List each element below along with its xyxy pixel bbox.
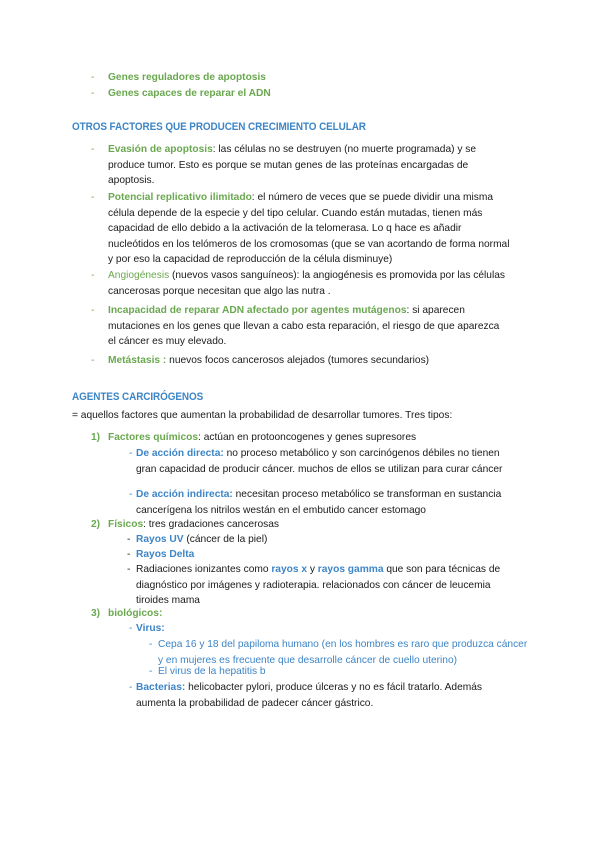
subtype-term: Bacterias: — [136, 682, 186, 693]
subtype-term: Virus: — [136, 623, 165, 634]
list-number: 2) — [91, 519, 101, 530]
factor-text: (nuevos vasos sanguíneos): la angiogénesis es promovida por las células cancerosas porque necesitan que algo las nutra . — [108, 270, 505, 297]
factor-term: Metástasis : — [108, 355, 167, 366]
subtype-term: rayos x — [271, 564, 308, 575]
agent-subtype — [136, 562, 520, 609]
agent-text: : tres gradaciones cancerosas — [143, 519, 280, 530]
factor-term: Evasión de apoptosis — [108, 144, 213, 155]
factor-term: Potencial replicativo ilimitado — [108, 192, 252, 203]
factor-item — [108, 353, 528, 369]
subtype-term: De acción indirecta: — [136, 489, 233, 500]
agent-subtype — [136, 680, 520, 711]
list-dash: - — [91, 305, 95, 316]
factor-item — [108, 142, 508, 189]
list-dash: - — [129, 448, 133, 459]
list-dash: - — [91, 355, 95, 366]
list-number: 1) — [91, 432, 101, 443]
agent-text: : actúan en protooncogenes y genes supresores — [198, 432, 417, 443]
list-dash: - — [91, 270, 95, 281]
factor-text: : el número de veces que se puede dividir una misma célula depende de la especie y del tipo celular. Cuando están mutadas, tienen más capacidad de ello debido a la activación de la telomerasa. Lo q hace es añadir nucleótidos en los telómeros de los cromosomas (que se van acortando de forma normal y por eso la capacidad de reproducción de la célula disminuye) — [108, 192, 510, 266]
agent-type — [108, 430, 528, 446]
list-dash: - — [129, 623, 133, 634]
list-number: 3) — [91, 608, 101, 619]
factor-text: : las células no se destruyen (no muerte programada) y se produce tumor. Esto es porque se mutan genes de las proteínas encargadas de apoptosis. — [108, 144, 477, 187]
factor-item — [108, 303, 508, 350]
list-dash: - — [91, 144, 95, 155]
top-list-item: Genes capaces de reparar el ADN — [108, 88, 271, 99]
agent-type — [108, 517, 528, 533]
subtype-term: De acción directa: — [136, 448, 224, 459]
factor-item — [108, 268, 512, 299]
subtype-text: no proceso metabólico y son carcinógenos débiles no tienen gran capacidad de producir cáncer. muchos de ellos se utilizan para curar cáncer — [136, 448, 503, 475]
agent-term: Físicos — [108, 519, 144, 530]
list-dash: - — [127, 534, 131, 545]
subtype-text: necesitan proceso metabólico se transforman en sustancia cancerígena los nitrilos westán en el embutido cancer estomago — [136, 489, 502, 516]
section-heading: AGENTES CARCIRÓGENOS — [72, 391, 204, 403]
subtype-term: Rayos Delta — [136, 549, 195, 560]
factor-text: : si aparecen mutaciones en los genes que llevan a cabo esta reparación, el riesgo de que aparezca el cáncer es muy elevado. — [108, 305, 500, 348]
virus-item: Cepa 16 y 18 del papiloma humano (en los hombres es raro que produzca cáncer y en mujeres es frecuente que desarrolle cáncer de cuello uterino) — [158, 639, 528, 666]
list-dash: - — [127, 549, 131, 560]
agent-term: Factores químicos — [108, 432, 199, 443]
virus-item: El virus de la hepatitis b — [158, 666, 266, 677]
factor-item — [108, 190, 510, 268]
top-list-item: Genes reguladores de apoptosis — [108, 72, 266, 83]
subtype-text: que son para técnicas de diagnóstico por imágenes y radioterapia. relacionados con cáncer de leucemia tiroides mama — [136, 564, 501, 607]
subtype-text: helicobacter pylori, produce úlceras y no es fácil tratarlo. Además aumenta la probabilidad de padecer cáncer gástrico. — [136, 682, 482, 709]
list-dash: - — [127, 564, 131, 575]
subtype-text: y — [307, 564, 318, 575]
factor-text: nuevos focos cancerosos alejados (tumores secundarios) — [166, 355, 430, 366]
list-dash: - — [129, 682, 133, 693]
intro-text: = aquellos factores que aumentan la probabilidad de desarrollar tumores. Tres tipos: — [72, 410, 453, 421]
agent-subtype — [136, 487, 516, 518]
subtype-term: Rayos UV — [136, 534, 184, 545]
agent-subtype — [136, 547, 516, 563]
agent-subtype — [136, 532, 516, 548]
list-dash: - — [149, 639, 153, 650]
subtype-text: Radiaciones ionizantes como — [136, 564, 272, 575]
subtype-term: rayos gamma — [317, 564, 384, 575]
factor-term: Angiogénesis — [108, 270, 170, 281]
list-dash: - — [129, 489, 133, 500]
subtype-text: (cáncer de la piel) — [183, 534, 268, 545]
list-dash: - — [91, 192, 95, 203]
factor-term: Incapacidad de reparar ADN afectado por agentes mutágenos — [108, 305, 407, 316]
list-dash: - — [91, 72, 95, 83]
agent-term: biológicos: — [108, 608, 163, 619]
agent-subtype — [136, 446, 516, 477]
list-dash: - — [149, 666, 153, 677]
list-dash: - — [91, 88, 95, 99]
section-heading: OTROS FACTORES QUE PRODUCEN CRECIMIENTO CELULAR — [72, 121, 366, 133]
